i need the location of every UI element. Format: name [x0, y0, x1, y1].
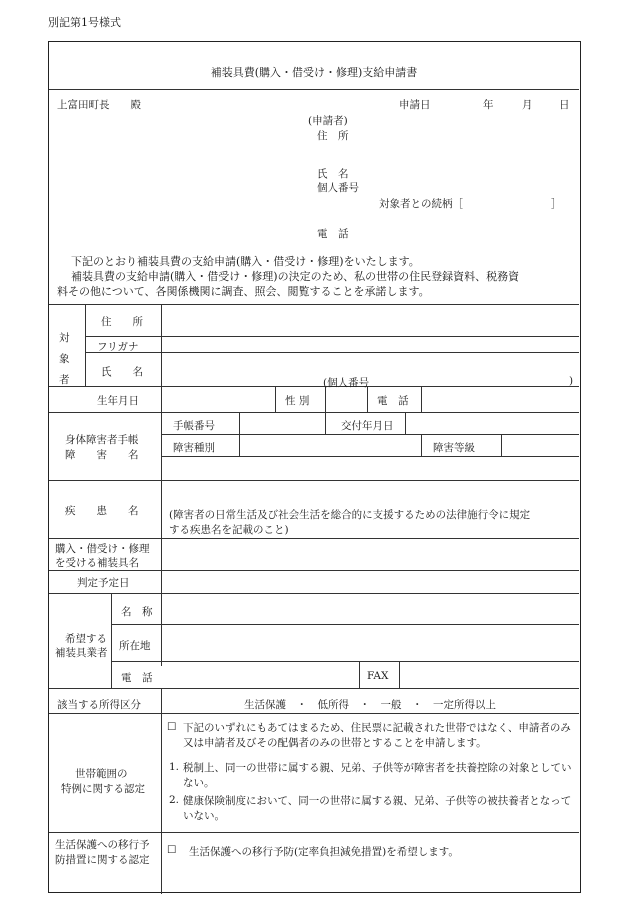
- title-divider: [49, 89, 579, 90]
- grid-line: [501, 434, 502, 456]
- grid-line: [111, 593, 112, 688]
- household-item-1: 税制上、同一の世帯に属する親、兄弟、子供等が障害者を扶養控除の対象としていない。: [183, 762, 572, 789]
- disease-label: 疾 患 名: [65, 505, 139, 517]
- intro-line-1: 下記のとおり補装具費の支給申請(購入・借受け・修理)をいたします。: [71, 255, 420, 268]
- subject-char: 対: [59, 332, 70, 344]
- divider: [49, 480, 579, 481]
- device-label-line2: を受ける補装具名: [55, 557, 139, 569]
- grid-line: [161, 688, 162, 894]
- grid-line: [239, 412, 240, 456]
- welfare-label-line1: 生活保護への移行予: [55, 839, 150, 851]
- divider: [49, 688, 579, 689]
- welfare-label-line2: 防措置に関する認定: [55, 854, 150, 866]
- subject-furigana-label: フリガナ: [97, 341, 139, 353]
- disease-note-line1: (障害者の日常生活及び社会生活を総合的に支援するための法律施行令に規定: [169, 509, 531, 521]
- divider: [49, 538, 579, 539]
- grid-line: [161, 304, 162, 412]
- subject-personal-number-close: ): [569, 375, 574, 387]
- grid-line: [405, 412, 406, 434]
- divider: [49, 570, 579, 571]
- income-options: 生活保護 ・ 低所得 ・ 一般 ・ 一定所得以上: [244, 699, 496, 711]
- grid-line: [325, 412, 326, 434]
- grid-line: [85, 352, 579, 353]
- disability-label-line1: 身体障害者手帳: [65, 434, 139, 446]
- date-year: 年: [483, 99, 494, 111]
- household-label-line1: 世帯範囲の: [75, 768, 128, 780]
- form-number: 別記第1号様式: [48, 16, 121, 29]
- judgment-date-label: 判定予定日: [77, 577, 130, 589]
- subject-personal-number-open: (個人番号: [323, 377, 370, 389]
- welfare-checkbox[interactable]: ☐: [167, 844, 177, 856]
- applicant-personal-number-label: 個人番号: [317, 182, 359, 194]
- item-number-2: 2.: [169, 794, 180, 806]
- grid-line: [161, 434, 579, 435]
- issue-date-label: 交付年月日: [341, 420, 394, 432]
- household-checkbox-text: 下記のいずれにもあてはまるため、住民票に記載された世帯ではなく、申請者のみ又は申請者及びその配偶者のみの世帯とすることを申請します。: [183, 722, 571, 749]
- grid-line: [49, 386, 579, 387]
- disability-label-line2: 障 害 名: [65, 449, 139, 461]
- subject-address-label: 住 所: [101, 316, 143, 328]
- date-month: 月: [522, 99, 533, 111]
- subject-birthdate-label: 生年月日: [97, 395, 139, 407]
- disability-grade-label: 障害等級: [433, 442, 475, 454]
- addressee: 上富田町長 殿: [57, 99, 141, 111]
- vendor-phone-label: 電 話: [121, 672, 153, 684]
- applicant-heading: (申請者): [308, 115, 348, 127]
- household-checkbox[interactable]: ☐: [167, 721, 177, 733]
- intro-line-3: 料その他について、各関係機関に調査、照会、閲覧することを承諾します。: [57, 285, 430, 298]
- vendor-name-label: 名 称: [121, 606, 153, 618]
- relation-label: 対象者との続柄［: [379, 198, 463, 210]
- applicant-address-label: 住 所: [317, 130, 349, 142]
- vendor-label-line2: 補装具業者: [55, 647, 108, 659]
- welfare-checkbox-text: 生活保護への移行予防(定率負担減免措置)を希望します。: [189, 846, 459, 858]
- grid-line: [275, 386, 276, 412]
- grid-line: [399, 661, 400, 688]
- relation-close: ］: [551, 198, 562, 210]
- device-label-line1: 購入・借受け・修理: [55, 543, 150, 555]
- divider: [49, 832, 579, 833]
- applicant-phone-label: 電 話: [317, 228, 349, 240]
- applicant-name-label: 氏 名: [317, 168, 349, 180]
- notebook-number-label: 手帳番号: [173, 420, 215, 432]
- household-item-2: 健康保険制度において、同一の世帯に属する親、兄弟、子供等の被扶養者となっていない。: [183, 795, 572, 822]
- divider: [49, 304, 579, 305]
- application-form: [48, 41, 581, 893]
- form-title: 補装具費(購入・借受け・修理)支給申請書: [210, 66, 418, 79]
- disability-type-label: 障害種別: [173, 442, 215, 454]
- grid-line: [161, 412, 162, 666]
- income-label: 該当する所得区分: [57, 699, 141, 711]
- grid-line: [359, 661, 360, 688]
- household-label-line2: 特例に関する認定: [61, 783, 145, 795]
- disease-note-line2: する疾患名を記載のこと): [169, 524, 289, 536]
- intro-line-2: 補装具費の支給申請(購入・借受け・修理)の決定のため、私の世帯の住民登録資料、税務資: [71, 270, 520, 283]
- grid-line: [421, 434, 422, 456]
- vendor-label-line1: 希望する: [65, 633, 107, 645]
- grid-line: [85, 336, 579, 337]
- item-number-1: 1.: [169, 761, 180, 773]
- vendor-location-label: 所在地: [119, 640, 151, 652]
- divider: [49, 713, 579, 714]
- divider: [49, 412, 579, 413]
- grid-line: [161, 456, 579, 457]
- subject-group-label: [59, 328, 73, 391]
- subject-phone-label: 電 話: [377, 395, 409, 407]
- grid-line: [421, 386, 422, 412]
- grid-line: [111, 624, 579, 625]
- vendor-fax-label: FAX: [367, 670, 389, 682]
- grid-line: [111, 661, 579, 662]
- application-date-label: 申請日: [399, 99, 431, 111]
- divider: [49, 593, 579, 594]
- subject-name-label: 氏 名: [101, 366, 143, 378]
- subject-sex-label: 性 別: [285, 395, 310, 407]
- grid-line: [85, 304, 86, 386]
- subject-char: 象: [59, 353, 70, 365]
- date-day: 日: [559, 99, 570, 111]
- subject-char: 者: [59, 374, 70, 386]
